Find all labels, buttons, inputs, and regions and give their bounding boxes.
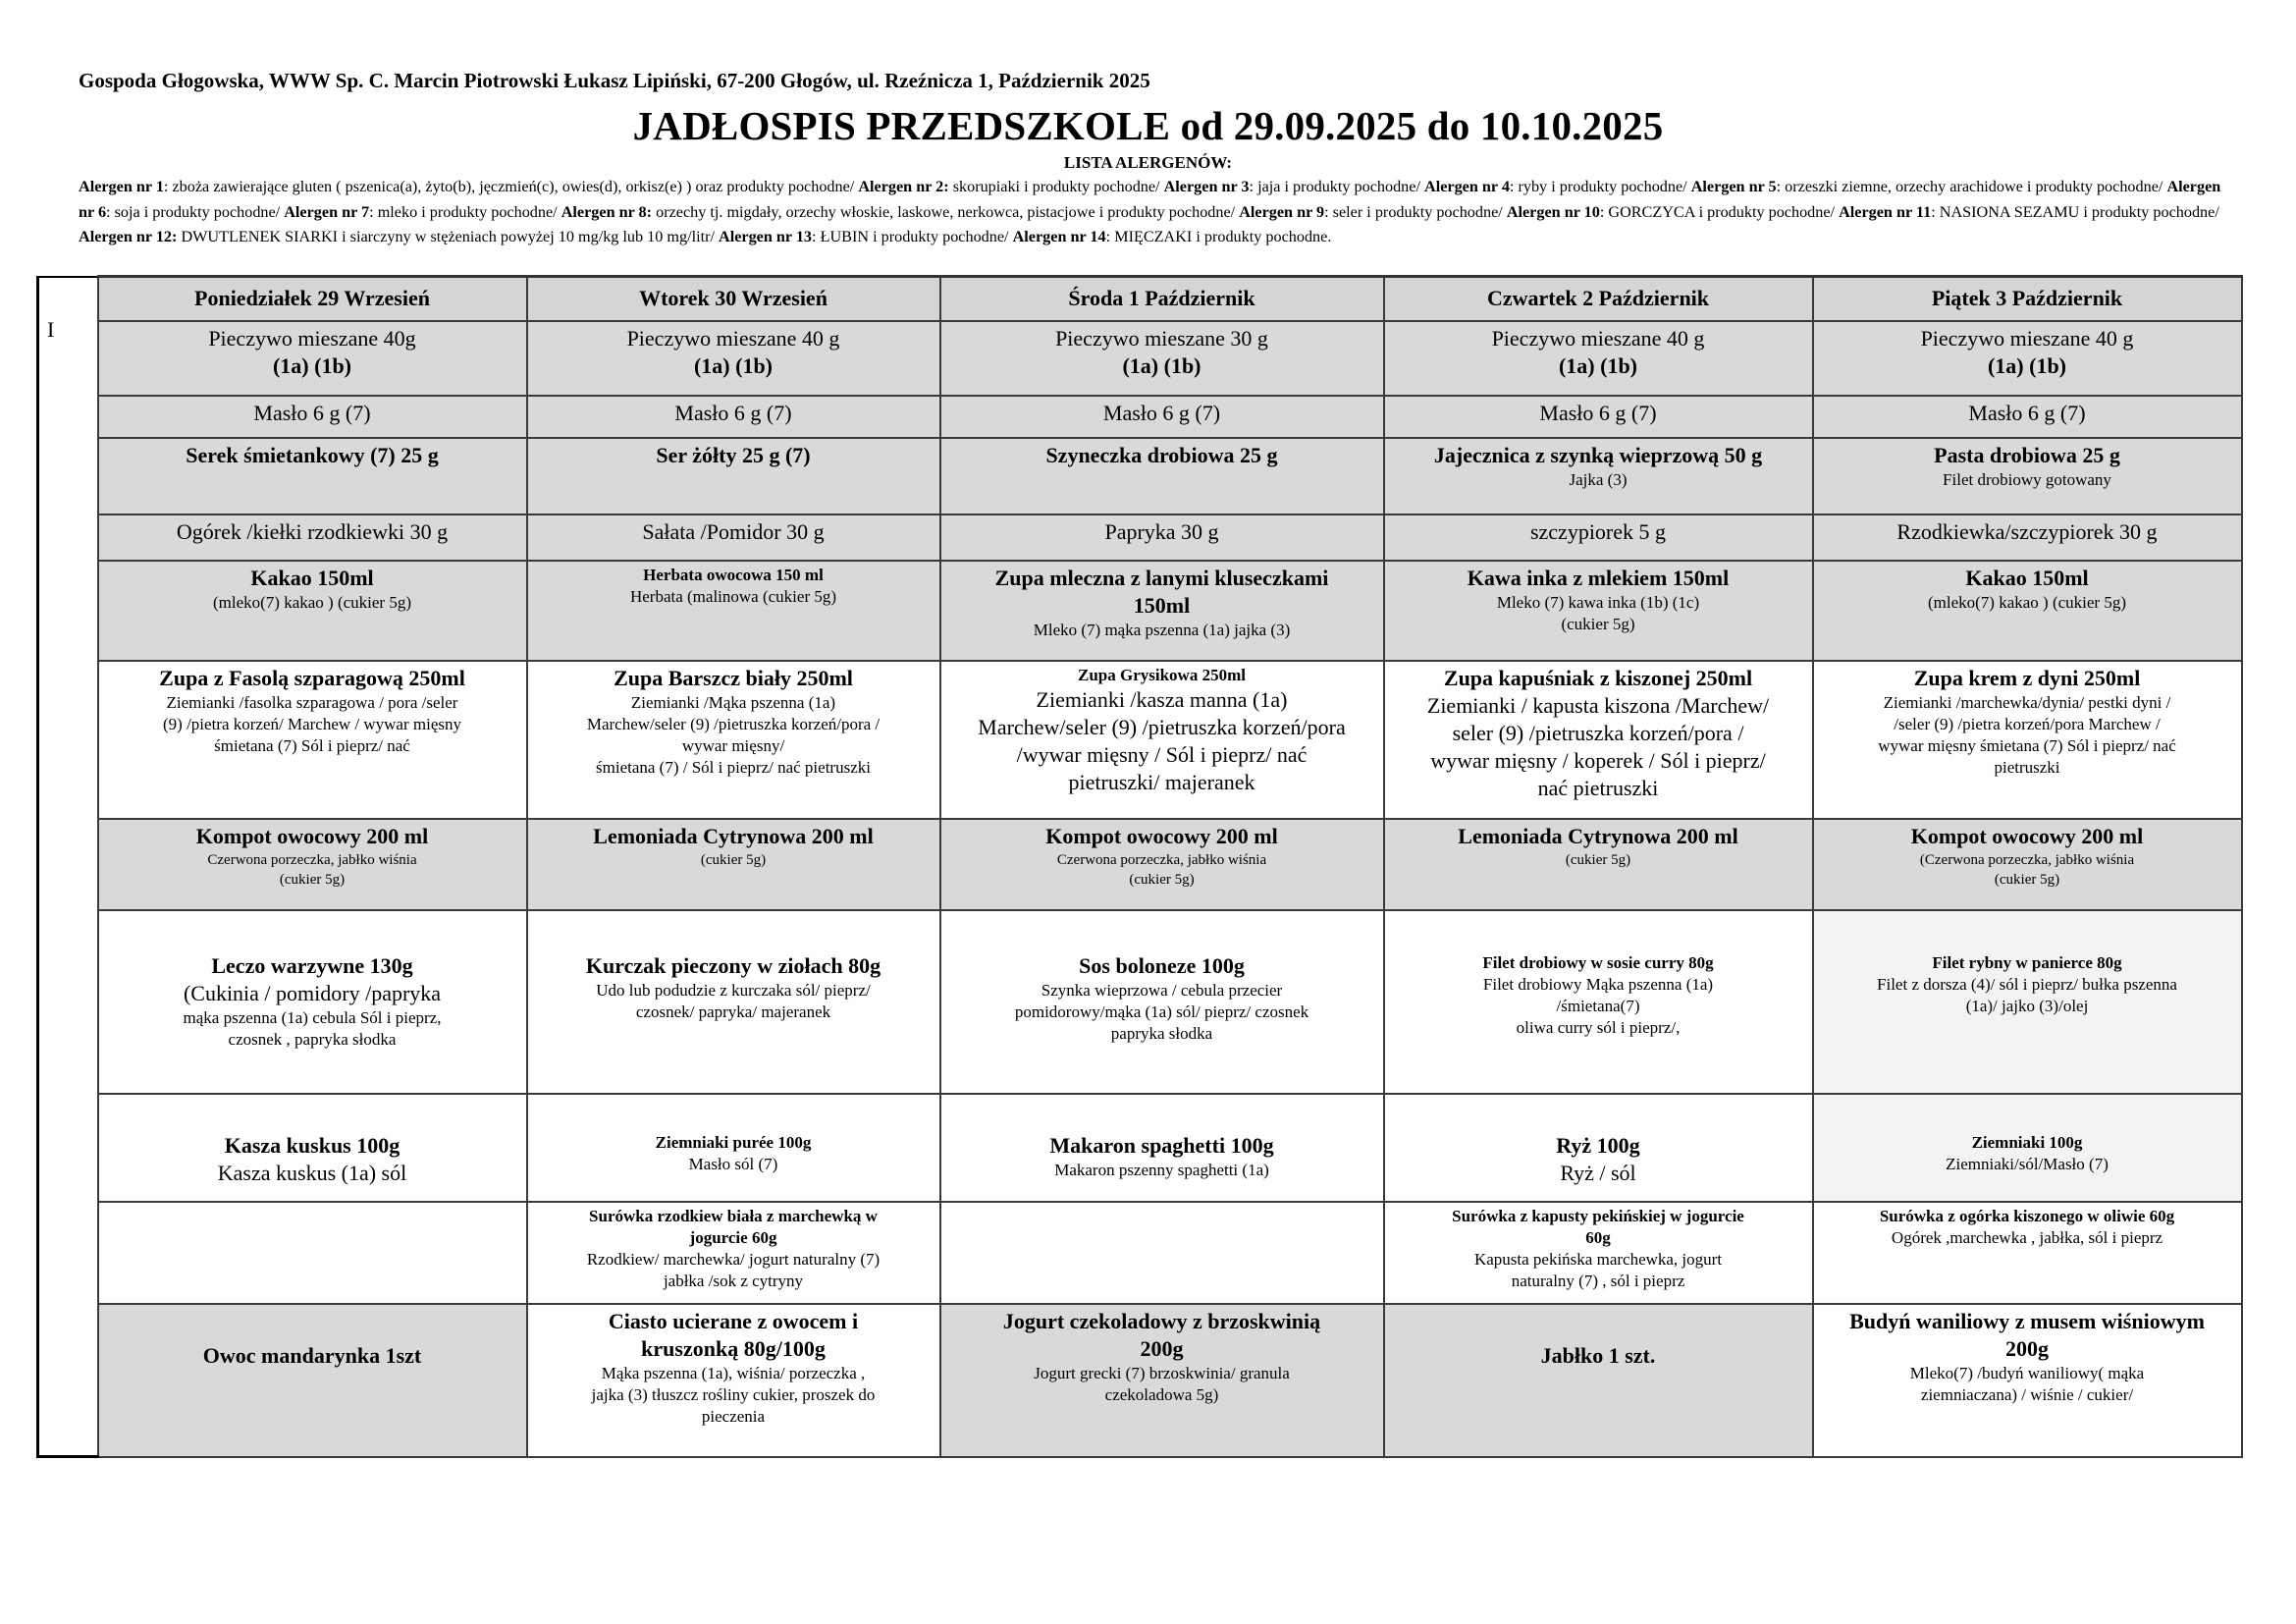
menu-cell-line: (Cukinia / pomidory /papryka [183, 980, 442, 1005]
menu-cell [1813, 1304, 2242, 1457]
menu-cell-line: (1a) (1b) [272, 352, 352, 378]
menu-cell-line: Zupa Barszcz biały 250ml [614, 665, 853, 690]
menu-row-butter [38, 396, 2242, 438]
menu-cell-line: Kurczak pieczony w ziołach 80g [585, 952, 881, 978]
day-header: Czwartek 2 Październik [1384, 277, 1813, 321]
menu-cell [98, 321, 527, 396]
menu-cell-line: wywar mięsny/ [681, 735, 785, 755]
menu-cell-line: 200g [2005, 1335, 2049, 1361]
allergen-text: : soja i produkty pochodne/ [106, 202, 285, 221]
menu-cell-line: Kompot owocowy 200 ml [1910, 823, 2144, 848]
allergen-text: skorupiaki i produkty pochodne/ [948, 178, 1164, 195]
allergen-label: Alergen nr 14 [1012, 228, 1106, 245]
menu-cell [1813, 661, 2242, 819]
menu-cell-line: Ziemniaki/sól/Masło (7) [1946, 1154, 2109, 1173]
allergen-label: Alergen nr 1 [79, 178, 164, 195]
menu-row-salad [38, 1202, 2242, 1304]
menu-cell-line: /seler (9) /pietra korzeń/pora Marchew / [1894, 714, 2161, 733]
menu-cell-line: Filet z dorsza (4)/ sól i pieprz/ bułka pszenna [1877, 974, 2177, 994]
menu-cell-line: Jabłko 1 szt. [1540, 1342, 1656, 1368]
allergen-text: : jaja i produkty pochodne/ [1249, 178, 1425, 195]
menu-cell-line: Masło sól (7) [688, 1154, 778, 1173]
menu-cell [940, 661, 1384, 819]
menu-cell [98, 1304, 527, 1457]
menu-cell-line: Filet drobiowy Mąka pszenna (1a) [1482, 974, 1714, 994]
menu-cell-line: (1a) (1b) [693, 352, 774, 378]
menu-cell [1384, 514, 1813, 561]
menu-cell-line: pietruszki [1994, 757, 2060, 777]
menu-cell-line: mąka pszenna (1a) cebula Sól i pieprz, [183, 1007, 442, 1027]
menu-row-soup [38, 661, 2242, 819]
menu-row-dinner-drink [38, 819, 2242, 910]
allergen-label: Alergen nr 4 [1424, 178, 1510, 195]
allergen-label: Alergen nr 5 [1690, 178, 1777, 195]
menu-cell-line: Makaron spaghetti 100g [1049, 1132, 1274, 1158]
menu-cell-line: oliwa curry sól i pieprz/, [1516, 1017, 1681, 1037]
menu-row-bread [38, 321, 2242, 396]
menu-cell-line: Jajecznica z szynką wieprzową 50 g [1433, 442, 1763, 467]
menu-cell-line: czekoladowa 5g) [1104, 1384, 1219, 1404]
menu-cell [1384, 438, 1813, 514]
menu-cell-line: (cukier 5g) [700, 851, 767, 868]
menu-cell-line: seler (9) /pietruszka korzeń/pora / [1452, 720, 1744, 745]
menu-cell-line: Ogórek ,marchewka , jabłka, sól i pieprz [1891, 1227, 2163, 1247]
menu-cell-line: śmietana (7) Sól i pieprz/ nać [214, 735, 410, 755]
menu-cell-line: Makaron pszenny spaghetti (1a) [1054, 1160, 1269, 1179]
menu-cell [1813, 1094, 2242, 1202]
menu-cell-line: Ryż / sól [1560, 1160, 1636, 1185]
menu-cell-line: Pieczywo mieszane 40 g [626, 325, 840, 351]
menu-cell-line: śmietana (7) / Sól i pieprz/ nać pietruszki [596, 757, 871, 777]
allergen-label: Alergen nr 3 [1163, 178, 1250, 195]
menu-cell [1384, 819, 1813, 910]
menu-cell-line: Zupa kapuśniak z kiszonej 250ml [1443, 665, 1753, 690]
menu-cell-line: (1a)/ jajko (3)/olej [1965, 996, 2089, 1015]
menu-cell-line: Pieczywo mieszane 40g [208, 325, 416, 351]
menu-cell-line: Jajka (3) [1569, 469, 1628, 489]
menu-cell-line: Zupa krem z dyni 250ml [1913, 665, 2141, 690]
menu-cell [1384, 910, 1813, 1094]
menu-cell-line: (1a) (1b) [1122, 352, 1201, 378]
menu-cell-line: Owoc mandarynka 1szt [202, 1342, 422, 1368]
menu-cell [1813, 819, 2242, 910]
menu-cell-line: (1a) (1b) [1558, 352, 1638, 378]
menu-cell-line: Kapusta pekińska marchewka, jogurt [1473, 1249, 1723, 1269]
menu-cell-line: pomidorowy/mąka (1a) sól/ pieprz/ czosnek [1014, 1001, 1309, 1021]
menu-cell-line: (cukier 5g) [1994, 871, 2060, 888]
allergen-text: : seler i produkty pochodne/ [1324, 202, 1507, 221]
menu-cell [940, 1202, 1384, 1304]
menu-cell-line: Filet rybny w panierce 80g [1932, 952, 2122, 972]
allergen-label: Alergen nr 10 [1506, 202, 1600, 221]
menu-cell-line: Mleko (7) mąka pszenna (1a) jajka (3) [1033, 620, 1291, 639]
menu-cell [1813, 396, 2242, 438]
menu-cell-line: papryka słodka [1110, 1023, 1213, 1043]
allergen-label: Alergen nr 7 [284, 202, 370, 221]
menu-cell-line: Kompot owocowy 200 ml [1045, 823, 1278, 848]
allergen-text: : MIĘCZAKI i produkty pochodne. [1105, 228, 1332, 245]
menu-cell-line: Ogórek /kiełki rzodkiewki 30 g [176, 518, 449, 544]
menu-cell-line: Filet drobiowy gotowany [1943, 469, 2111, 489]
menu-cell [527, 819, 940, 910]
menu-cell-line: Pieczywo mieszane 40 g [1920, 325, 2134, 351]
menu-cell-line: Rzodkiew/ marchewka/ jogurt naturalny (7) [586, 1249, 881, 1269]
menu-cell-line: Kakao 150ml [250, 565, 374, 590]
menu-cell-line: (1a) (1b) [1987, 352, 2067, 378]
menu-cell-line: 60g [1585, 1227, 1611, 1247]
menu-cell-line: Szynka wieprzowa / cebula przecier [1041, 980, 1283, 1000]
menu-cell-line: Herbata (malinowa (cukier 5g) [629, 586, 837, 606]
allergen-label: Alergen nr 11 [1839, 202, 1932, 221]
menu-cell-line: Surówka z ogórka kiszonego w oliwie 60g [1879, 1206, 2175, 1225]
menu-cell-line: jogurcie 60g [689, 1227, 777, 1247]
allergen-text: : GORCZYCA i produkty pochodne/ [1599, 202, 1840, 221]
allergen-label: Alergen nr 13 [719, 228, 813, 245]
menu-cell-line: jabłka /sok z cytryny [663, 1271, 804, 1290]
menu-cell-line: Ziemianki /Mąka pszenna (1a) [630, 692, 836, 712]
menu-cell-line: nać pietruszki [1537, 775, 1659, 800]
menu-cell [527, 910, 940, 1094]
menu-cell-line: Sos boloneze 100g [1079, 952, 1245, 978]
allergen-text: orzechy tj. migdały, orzechy włoskie, laskowe, nerkowca, pistacjowe i produkty pochodne/ [652, 202, 1240, 221]
menu-cell-line: Pieczywo mieszane 30 g [1055, 325, 1268, 351]
allergen-text: : mleko i produkty pochodne/ [369, 202, 561, 221]
menu-cell-line: Lemoniada Cytrynowa 200 ml [593, 823, 874, 848]
menu-cell [98, 1202, 527, 1304]
allergen-heading: LISTA ALERGENÓW: [1063, 153, 1233, 172]
allergen-text: : zboża zawierające gluten ( pszenica(a), żyto(b), jęczmień(c), owies(d), orkisz(e) ) oraz produkty pochodne/ [163, 178, 859, 195]
menu-cell-line: pieczenia [701, 1406, 766, 1426]
menu-cell [527, 396, 940, 438]
menu-cell [1384, 321, 1813, 396]
menu-cell-line: Mąka pszenna (1a), wiśnia/ porzeczka , [601, 1363, 866, 1382]
menu-cell-line: Ciasto ucierane z owocem i [608, 1308, 859, 1333]
menu-cell [940, 1304, 1384, 1457]
menu-cell [1384, 1202, 1813, 1304]
menu-cell-line: Czerwona porzeczka, jabłko wiśnia [207, 851, 417, 868]
menu-cell [1813, 561, 2242, 661]
menu-cell-line: Masło 6 g (7) [1539, 400, 1657, 425]
menu-cell [1813, 438, 2242, 514]
menu-cell-line: Kasza kuskus (1a) sól [217, 1160, 407, 1185]
menu-cell [527, 561, 940, 661]
menu-cell-line: Pieczywo mieszane 40 g [1491, 325, 1705, 351]
menu-cell-line: naturalny (7) , sól i pieprz [1511, 1271, 1685, 1290]
menu-cell [940, 910, 1384, 1094]
menu-cell [98, 438, 527, 514]
day-header: Środa 1 Październik [940, 277, 1384, 321]
menu-cell [527, 1202, 940, 1304]
menu-cell-line: Marchew/seler (9) /pietruszka korzeń/pora [978, 714, 1346, 739]
day-header: Wtorek 30 Wrzesień [527, 277, 940, 321]
menu-cell-line: szczypiorek 5 g [1529, 518, 1667, 544]
menu-cell [940, 514, 1384, 561]
menu-cell [98, 396, 527, 438]
allergen-label: Alergen nr 8: [561, 202, 653, 221]
menu-cell [940, 1094, 1384, 1202]
menu-cell-line: (cukier 5g) [1561, 614, 1635, 633]
menu-cell [527, 438, 940, 514]
menu-cell [527, 321, 940, 396]
company-header: Gospoda Głogowska, WWW Sp. C. Marcin Piotrowski Łukasz Lipiński, 67-200 Głogów, ul. Rzeźnicza 1, Październik 2025 [79, 69, 1150, 92]
menu-cell-line: Lemoniada Cytrynowa 200 ml [1458, 823, 1738, 848]
menu-cell-line: Kakao 150ml [1965, 565, 2089, 590]
menu-cell-line: Leczo warzywne 130g [211, 952, 413, 978]
menu-cell-line: /śmietana(7) [1556, 996, 1640, 1015]
day-header: Piątek 3 Październik [1813, 277, 2242, 321]
allergen-label: Alergen nr 9 [1239, 202, 1325, 221]
menu-cell [527, 1304, 940, 1457]
menu-cell-line: Sałata /Pomidor 30 g [642, 518, 825, 544]
menu-cell-line: 200g [1140, 1335, 1184, 1361]
menu-cell-line: Mleko(7) /budyń waniliowy( mąka [1909, 1363, 2145, 1382]
menu-row-breakfast-drink [38, 561, 2242, 661]
menu-cell-line: Jogurt grecki (7) brzoskwinia/ granula [1034, 1363, 1290, 1382]
menu-table [36, 275, 2243, 1458]
menu-cell-line: Zupa mleczna z lanymi kluseczkami [994, 565, 1329, 590]
menu-cell-line: jajka (3) tłuszcz rośliny cukier, proszek do [591, 1384, 876, 1404]
menu-cell [1384, 1094, 1813, 1202]
menu-cell [1384, 661, 1813, 819]
menu-cell [940, 438, 1384, 514]
menu-cell-line: Herbata owocowa 150 ml [643, 565, 824, 584]
menu-cell [527, 661, 940, 819]
menu-cell-line: Papryka 30 g [1104, 518, 1219, 544]
menu-cell-line: (mleko(7) kakao ) (cukier 5g) [212, 592, 412, 612]
menu-cell-line: Ziemianki /marchewka/dynia/ pestki dyni / [1883, 692, 2171, 712]
menu-cell [1384, 561, 1813, 661]
menu-cell-line: Czerwona porzeczka, jabłko wiśnia [1056, 851, 1267, 868]
menu-cell-line: Ziemianki / kapusta kiszona /Marchew/ [1426, 692, 1770, 718]
menu-cell-line: czosnek , papryka słodka [228, 1029, 397, 1049]
menu-row-dinner-side [38, 1094, 2242, 1202]
menu-cell-line: Ziemniaki purée 100g [655, 1132, 812, 1152]
allergen-label: Alergen nr 6 [79, 178, 2221, 221]
menu-cell [98, 1094, 527, 1202]
allergen-text: : ryby i produkty pochodne/ [1509, 178, 1691, 195]
menu-cell-line: Jogurt czekoladowy z brzoskwinią [1002, 1308, 1321, 1333]
menu-cell-line: Ziemniaki 100g [1971, 1132, 2083, 1152]
menu-cell-line: (mleko(7) kakao ) (cukier 5g) [1927, 592, 2127, 612]
allergen-list [79, 175, 2238, 250]
menu-cell [527, 514, 940, 561]
menu-cell [940, 561, 1384, 661]
menu-cell-line: (cukier 5g) [1565, 851, 1631, 868]
menu-cell-line: Zupa Grysikowa 250ml [1078, 665, 1246, 684]
menu-cell-line: Filet drobiowy w sosie curry 80g [1482, 952, 1714, 972]
menu-cell [940, 321, 1384, 396]
menu-cell-line: Udo lub podudzie z kurczaka sól/ pieprz/ [596, 980, 871, 1000]
menu-cell-line: Masło 6 g (7) [253, 400, 371, 425]
menu-row-vegetables [38, 514, 2242, 561]
menu-cell-line: Budyń waniliowy z musem wiśniowym [1849, 1308, 2205, 1333]
menu-cell-line: Ryż 100g [1556, 1132, 1640, 1158]
menu-cell-line: Szyneczka drobiowa 25 g [1045, 442, 1278, 467]
menu-cell-line: Surówka rzodkiew biała z marchewką w [589, 1206, 878, 1225]
menu-cell-line: Kawa inka z mlekiem 150ml [1467, 565, 1730, 590]
allergen-label: Alergen nr 12: [79, 228, 178, 245]
menu-cell [940, 396, 1384, 438]
menu-cell-line: Masło 6 g (7) [1968, 400, 2086, 425]
allergen-text: : NASIONA SEZAMU i produkty pochodne/ [1931, 202, 2219, 221]
menu-row-main-spread [38, 438, 2242, 514]
menu-cell-line: kruszonką 80g/100g [641, 1335, 826, 1361]
menu-cell-line: czosnek/ papryka/ majeranek [635, 1001, 831, 1021]
menu-row-snack [38, 1304, 2242, 1457]
allergen-text: : ŁUBIN i produkty pochodne/ [812, 228, 1013, 245]
menu-cell-line: 150ml [1133, 592, 1191, 618]
menu-cell-line: Masło 6 g (7) [1102, 400, 1221, 425]
menu-cell [527, 1094, 940, 1202]
menu-cell-line: Serek śmietankowy (7) 25 g [186, 442, 439, 467]
menu-cell [98, 910, 527, 1094]
menu-cell-line: Rzodkiewka/szczypiorek 30 g [1896, 518, 2158, 544]
menu-cell-line: Pasta drobiowa 25 g [1934, 442, 2120, 467]
menu-cell-line: (cukier 5g) [279, 871, 346, 888]
menu-cell-line: Ziemianki /kasza manna (1a) [1036, 686, 1288, 712]
allergen-label: Alergen nr 2: [858, 178, 949, 195]
menu-cell-line: /wywar mięsny / Sól i pieprz/ nać [1016, 741, 1308, 767]
menu-cell [940, 819, 1384, 910]
page-title: JADŁOSPIS PRZEDSZKOLE od 29.09.2025 do 10.10.2025 [632, 103, 1664, 148]
allergen-text: : orzeszki ziemne, orzechy arachidowe i produkty pochodne/ [1776, 178, 2167, 195]
menu-row-dinner-main [38, 910, 2242, 1094]
menu-cell-line: Surówka z kapusty pekińskiej w jogurcie [1452, 1206, 1744, 1225]
menu-cell [1384, 1304, 1813, 1457]
menu-cell-line: Ser żółty 25 g (7) [656, 442, 811, 467]
menu-cell-line: (Czerwona porzeczka, jabłko wiśnia [1919, 851, 2135, 868]
menu-cell-line: wywar mięsny / koperek / Sól i pieprz/ [1430, 747, 1766, 773]
menu-cell-line: wywar mięsny śmietana (7) Sól i pieprz/ nać [1878, 735, 2176, 755]
menu-cell-line: (cukier 5g) [1129, 871, 1195, 888]
menu-cell-line: Kompot owocowy 200 ml [195, 823, 429, 848]
menu-cell [98, 661, 527, 819]
menu-cell-line: pietruszki/ majeranek [1068, 769, 1255, 794]
menu-cell-line: Zupa z Fasolą szparagową 250ml [159, 665, 465, 690]
week-label: I [38, 277, 98, 1457]
menu-cell [98, 561, 527, 661]
menu-cell-line: Ziemianki /fasolka szparagowa / pora /seler [166, 692, 458, 712]
menu-cell-line: Masło 6 g (7) [674, 400, 792, 425]
menu-cell [1813, 321, 2242, 396]
menu-cell [98, 514, 527, 561]
menu-cell-line: Kasza kuskus 100g [224, 1132, 400, 1158]
menu-cell [1813, 1202, 2242, 1304]
menu-cell-line: Marchew/seler (9) /pietruszka korzeń/pora / [586, 714, 881, 733]
menu-cell [1384, 396, 1813, 438]
menu-cell [98, 819, 527, 910]
menu-cell [1813, 910, 2242, 1094]
day-header: Poniedziałek 29 Wrzesień [98, 277, 527, 321]
menu-cell [1813, 514, 2242, 561]
menu-cell-line: ziemniaczana) / wiśnie / cukier/ [1920, 1384, 2134, 1404]
menu-cell-line: (9) /pietra korzeń/ Marchew / wywar mięsny [163, 714, 461, 733]
menu-cell-line: Mleko (7) kawa inka (1b) (1c) [1496, 592, 1700, 612]
allergen-text: DWUTLENEK SIARKI i siarczyny w stężeniach powyżej 10 mg/kg lub 10 mg/litr/ [177, 228, 720, 245]
